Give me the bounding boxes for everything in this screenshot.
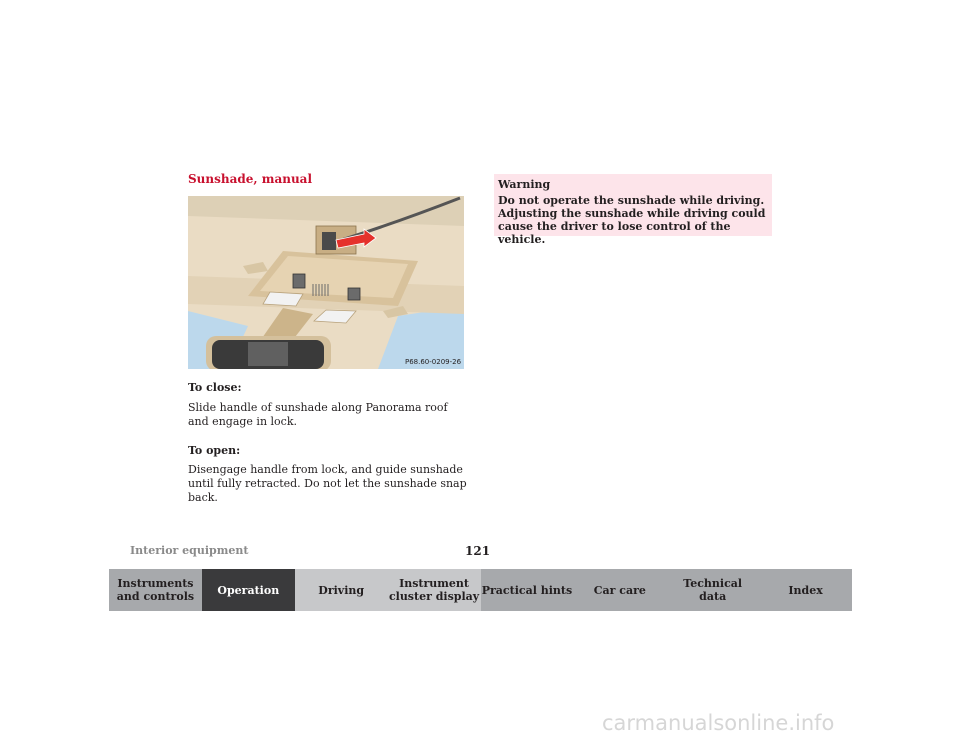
tab-label: Instruments and controls — [116, 577, 195, 603]
tab-label: Practical hints — [481, 583, 573, 597]
tab-technical-data[interactable] — [666, 569, 759, 611]
watermark: carmanualsonline.info — [602, 711, 835, 735]
open-heading: To open: — [188, 444, 241, 457]
tab-label: Operation — [217, 583, 280, 597]
tab-operation[interactable] — [202, 569, 295, 611]
tab-car-care[interactable] — [573, 569, 666, 611]
tab-instrument-cluster-display[interactable] — [388, 569, 481, 611]
image-code: P68.60-0209-26 — [405, 358, 462, 366]
tab-label: Instrument cluster display — [388, 577, 480, 603]
tab-label: Index — [788, 583, 823, 597]
tab-label: Technical data — [683, 577, 743, 603]
chapter-nav-bar — [109, 569, 852, 611]
warning-box — [494, 174, 772, 246]
page-number: 121 — [465, 544, 491, 558]
sunshade-illustration — [188, 196, 464, 369]
tab-instruments-and-controls[interactable] — [109, 569, 202, 611]
chapter-title: Interior equipment — [130, 544, 249, 557]
tab-practical-hints[interactable] — [481, 569, 574, 611]
close-heading: To close: — [188, 381, 242, 394]
tab-label: Driving — [318, 583, 365, 597]
tab-label: Car care — [593, 583, 646, 597]
close-instructions: Slide handle of sunshade along Panorama roof and engage in lock. — [188, 401, 448, 428]
section-title: Sunshade, manual — [188, 172, 313, 186]
warning-text: Do not operate the sunshade while driving. Adjusting the sunshade while driving could cause the driver to lose control of the vehicle. — [498, 194, 766, 246]
tab-index[interactable] — [759, 569, 852, 611]
warning-title: Warning — [498, 178, 551, 191]
open-instructions: Disengage handle from lock, and guide sunshade until fully retracted. Do not let the sunshade snap back. — [188, 463, 467, 504]
tab-driving[interactable] — [295, 569, 388, 611]
